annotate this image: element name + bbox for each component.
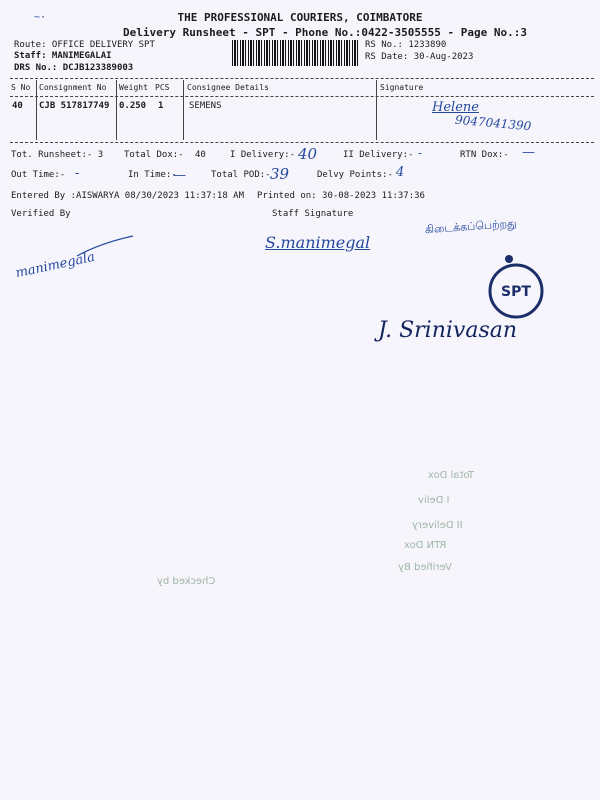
staff-handwritten-signature: S.manimegal xyxy=(265,233,371,252)
tot-runsheet: Tot. Runsheet:- 3 xyxy=(11,150,104,160)
total-pod-value: 39 xyxy=(270,165,290,183)
printed-on: Printed on: 30-08-2023 11:37:36 xyxy=(257,191,425,201)
stamp-dot xyxy=(505,255,513,263)
sheet-title: Delivery Runsheet - SPT - Phone No.:0422-3505555 - Page No.:3 xyxy=(123,26,527,39)
stamp-text: SPT xyxy=(501,284,531,300)
in-time-value: — xyxy=(173,168,186,183)
mark-icon: ~· xyxy=(34,12,47,23)
ii-delivery-label: II Delivery:- xyxy=(343,150,414,160)
delvy-points-value: 4 xyxy=(396,165,405,180)
ii-delivery-value: - xyxy=(418,146,423,160)
staff-signature-label: Staff Signature xyxy=(272,209,354,219)
drs-number: DRS No.: DCJB123389003 xyxy=(14,63,134,73)
col-header-sno: S No xyxy=(11,83,31,92)
row-phone: 9047041390 xyxy=(454,112,532,134)
col-divider xyxy=(116,80,117,140)
rs-number: RS No.: 1233890 xyxy=(365,40,447,50)
col-header-consignee: Consignee Details xyxy=(187,83,269,92)
col-divider xyxy=(376,80,377,140)
route-label: Route: OFFICE DELIVERY SPT xyxy=(14,40,155,50)
total-pod-label: Total POD:- xyxy=(211,170,271,180)
verified-signature-stroke xyxy=(75,232,135,258)
in-time-label: In Time:- xyxy=(128,170,177,180)
col-header-consignment: Consignment No xyxy=(39,83,107,92)
company-title: THE PROFESSIONAL COURIERS, COIMBATORE xyxy=(177,11,423,24)
cell-weight: 0.250 xyxy=(119,101,147,111)
bleed-text: Checked by xyxy=(157,576,216,587)
rule-header xyxy=(10,96,594,97)
total-dox-value: 40 xyxy=(195,150,206,160)
delvy-points-label: Delvy Points:- xyxy=(317,170,393,180)
entered-by: Entered By :AISWARYA 08/30/2023 11:37:18 AM xyxy=(11,191,244,201)
cell-consignee: SEMENS xyxy=(189,101,222,111)
col-header-pcs: PCS xyxy=(155,83,170,92)
bleed-text: II Delivery xyxy=(412,520,463,531)
bleed-text: Total Dox xyxy=(428,470,474,481)
rs-date: RS Date: 30-Aug-2023 xyxy=(365,52,474,62)
officer-signature: J. Srinivasan xyxy=(378,318,518,343)
i-delivery-value: 40 xyxy=(298,145,318,163)
rule-top xyxy=(10,78,594,79)
rtn-dox-label: RTN Dox:- xyxy=(460,150,509,160)
cell-consignment: CJB 517817749 xyxy=(39,101,110,111)
out-time-label: Out Time:- xyxy=(11,170,66,180)
bleed-text: RTN Dox xyxy=(404,540,447,551)
barcode xyxy=(232,40,358,66)
out-time-value: - xyxy=(75,166,80,181)
verified-by-label: Verified By xyxy=(11,209,71,219)
verified-signature: manimegala xyxy=(14,249,97,282)
bleed-text: Verified By xyxy=(398,562,452,573)
total-dox-label: Total Dox:- xyxy=(124,150,184,160)
spt-stamp xyxy=(487,262,545,320)
col-header-weight: Weight xyxy=(119,83,148,92)
cell-sno: 40 xyxy=(12,101,23,111)
col-divider xyxy=(183,80,184,140)
i-delivery-label: I Delivery:- xyxy=(230,150,296,160)
staff-label: Staff: MANIMEGALAI xyxy=(14,51,112,61)
row-signature: Helene xyxy=(432,100,479,115)
cell-pcs: 1 xyxy=(158,101,164,111)
rtn-dox-value: — xyxy=(522,145,535,160)
col-divider xyxy=(36,80,37,140)
rule-bottom xyxy=(10,142,594,143)
tamil-note: கிடைக்கப்பெற்றது xyxy=(424,216,517,237)
bleed-text: I Deliv xyxy=(418,495,450,506)
col-header-signature: Signature xyxy=(380,83,424,92)
